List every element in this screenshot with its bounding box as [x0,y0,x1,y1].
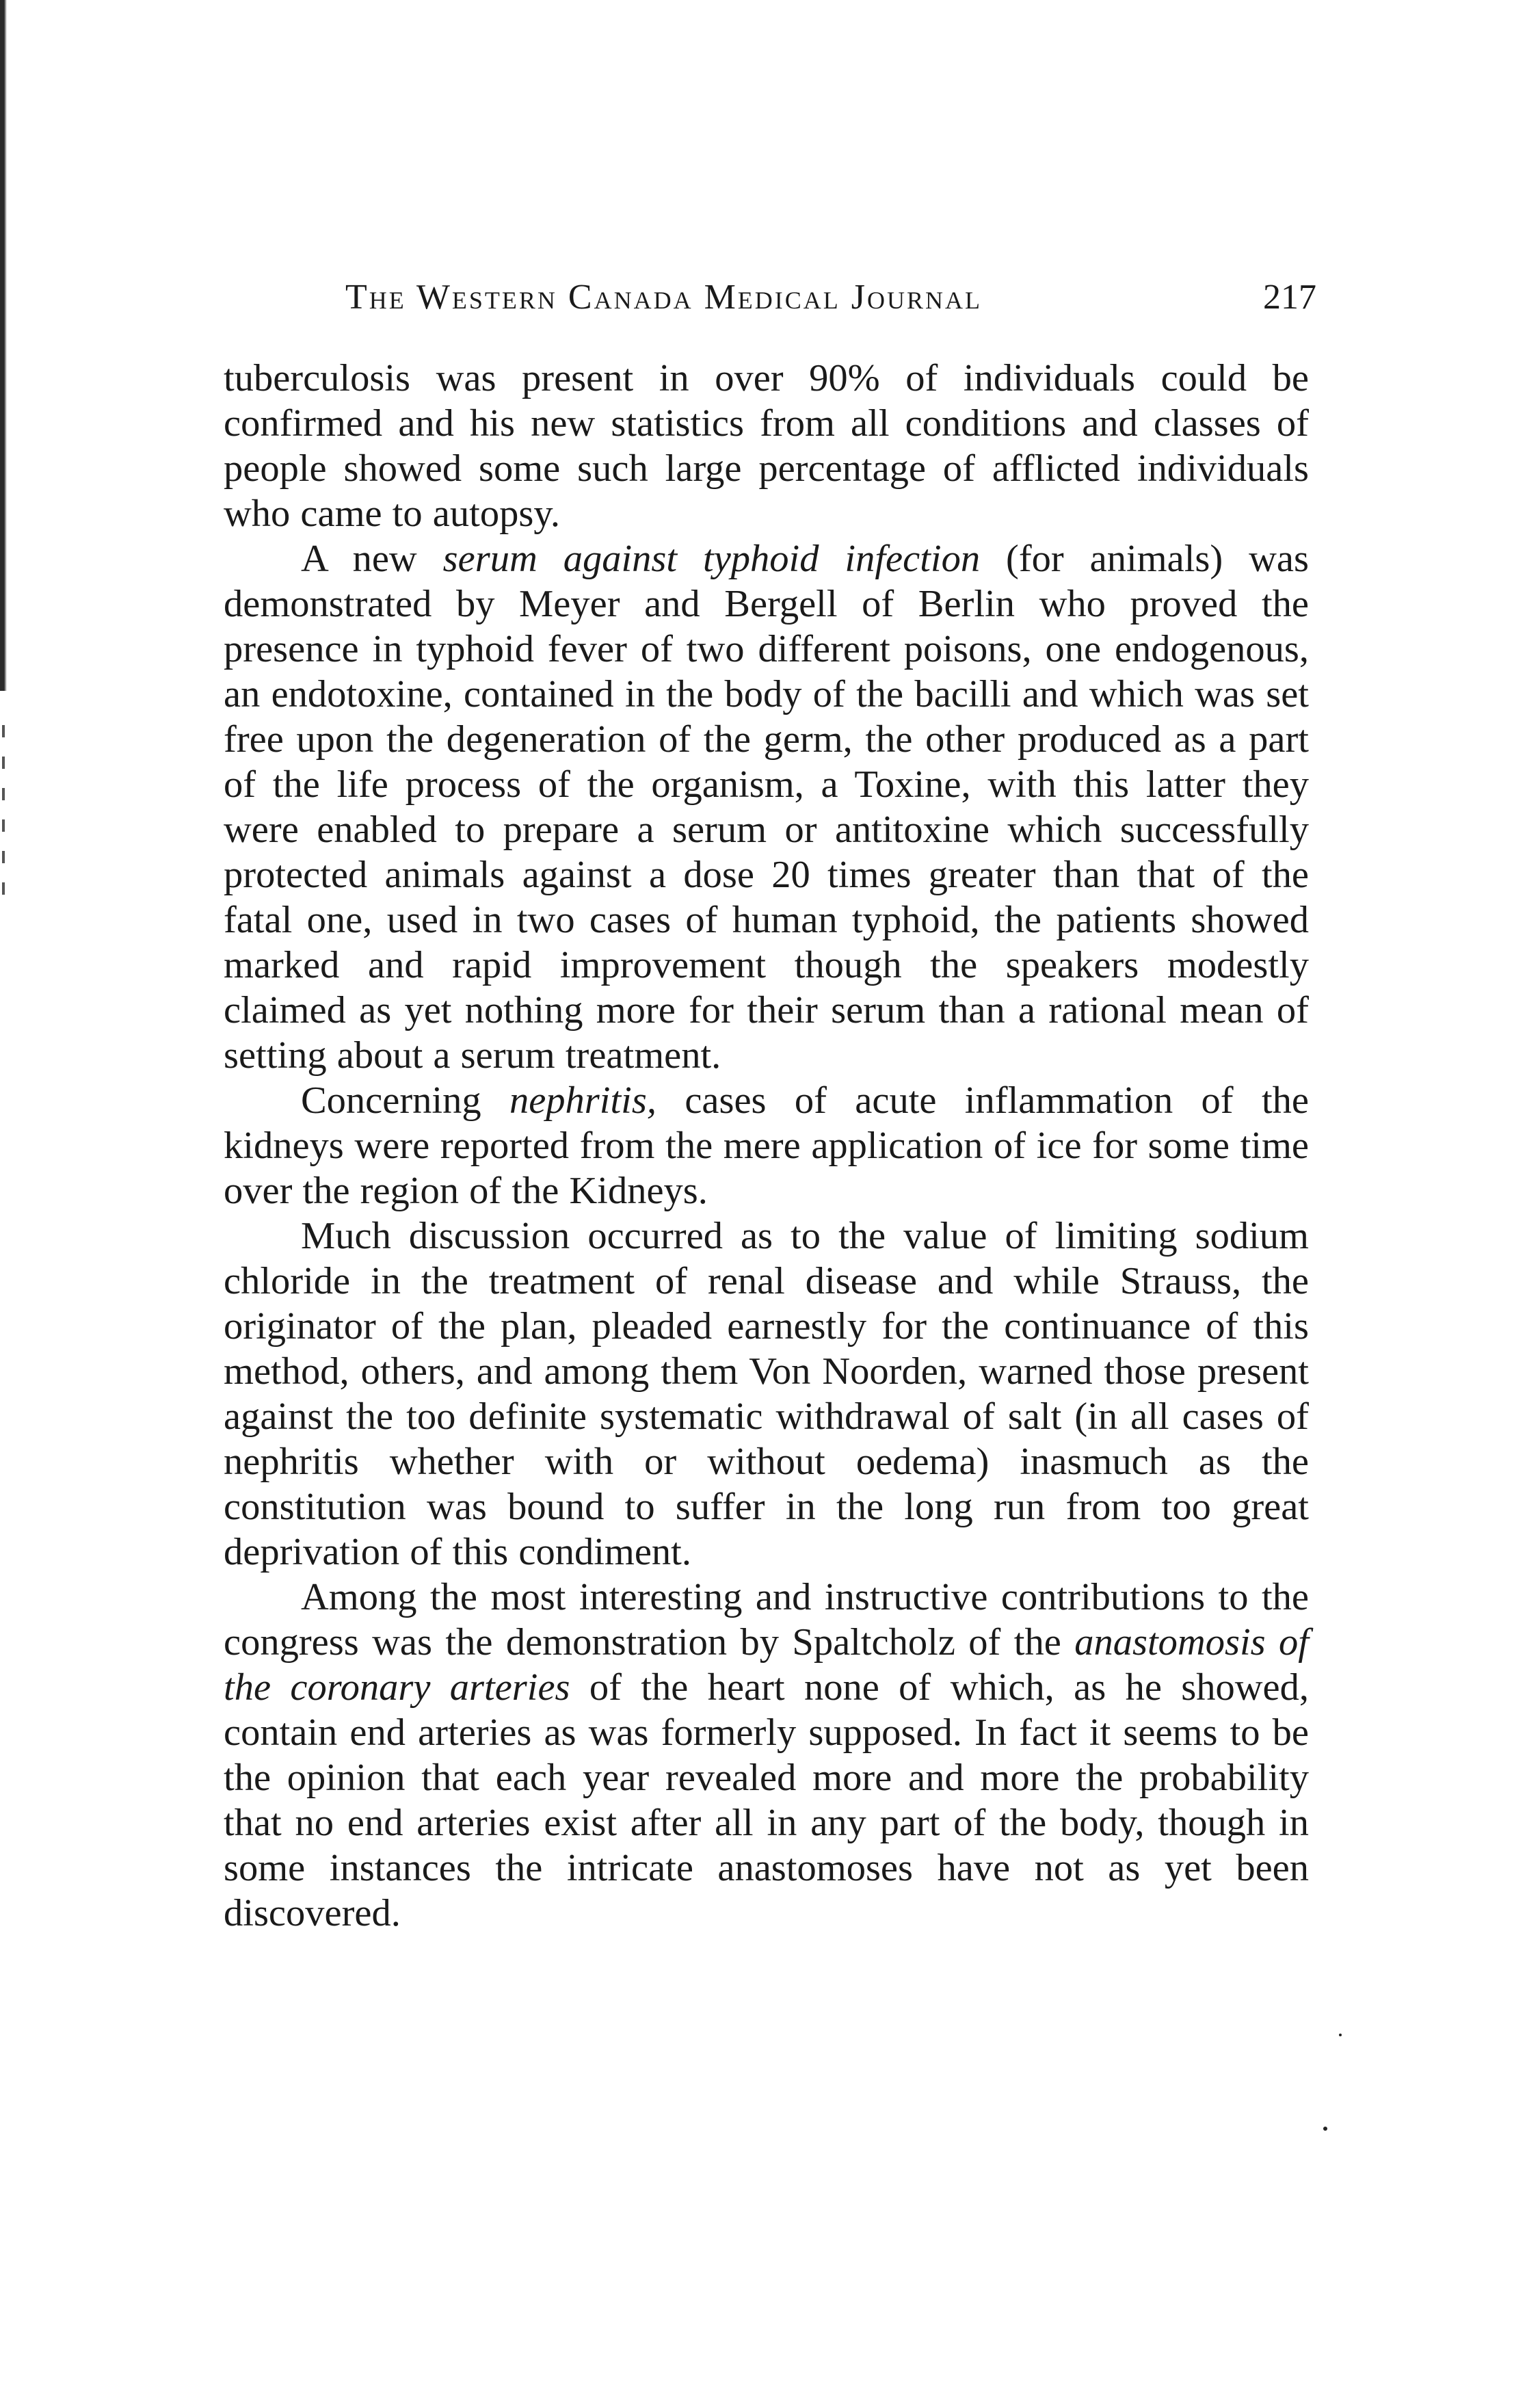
scan-edge-marks [2,725,5,903]
italic-term: nephritis, [509,1079,656,1122]
paragraph-text: Among the most interesting and instructive contributions to the congress was the demonstration by Spaltcholz of the [224,1576,1309,1664]
page-number: 217 [1263,278,1316,317]
paragraph [224,356,1309,536]
paragraph [224,536,1309,1078]
italic-term: serum against typhoid infection [442,538,981,580]
italic-term: anastomosis of the coronary arteries [224,1621,1310,1709]
paragraph [224,1575,1309,1936]
article-body [224,356,1309,1936]
paragraph [224,1213,1309,1575]
scan-edge-shadow [0,0,7,691]
running-head [345,277,1333,332]
journal-title: The Western Canada Medical Journal [345,278,983,317]
paragraph-text: of the heart none of which, as he showed, contain end arteries as was formerly supposed. In fact it seems to be the opinion that each year revealed more and more the probability that no end arteries exist after all in any part of the body, though in some instances the intricate anastomoses have not as yet been discovered. [224,1666,1309,1934]
paragraph-text: Much discussion occurred as to the value of limiting sodium chloride in the treatment of renal disease and while Strauss, the originator of the plan, pleaded earnestly for the continuance of this method, others, and among them Von Noorden, warned those present against the too definite systematic withdrawal of salt (in all cases of nephritis whether with or without oedema) inasmuch as the constitution was bound to suffer in the long run from too great deprivation of this condiment. [224,1215,1309,1573]
paragraph-text: Concerning [301,1079,509,1122]
scan-speck [1323,2127,1327,2131]
paragraph [224,1078,1309,1213]
paragraph-text: (for animals) was demonstrated by Meyer and Bergell of Berlin who proved the presence in typhoid fever of two different poisons, one endogenous, an endotoxine, contained in the body of the bacilli and which was set free upon the degeneration of the germ, the other produced as a part of the life process of the organism, a Toxine, with this latter they were enabled to prepare a serum or antitoxine which successfully protected animals against a dose 20 times greater than that of the fatal one, used in two cases of human typhoid, the patients showed marked and rapid improvement though the speakers modestly claimed as yet nothing more for their serum than a rational mean of setting about a serum treatment. [224,538,1309,1077]
paragraph-text: A new [301,538,443,580]
scan-speck [1339,2034,1342,2036]
paragraph-text: cases of acute inflammation of the kidneys were reported from the mere application of ice for some time over the region of the Kidneys. [224,1079,1309,1212]
paragraph-text: tuberculosis was present in over 90% of individuals could be confirmed and his new statistics from all conditions and classes of people showed some such large percentage of afflicted individuals who came to autopsy. [224,357,1309,535]
